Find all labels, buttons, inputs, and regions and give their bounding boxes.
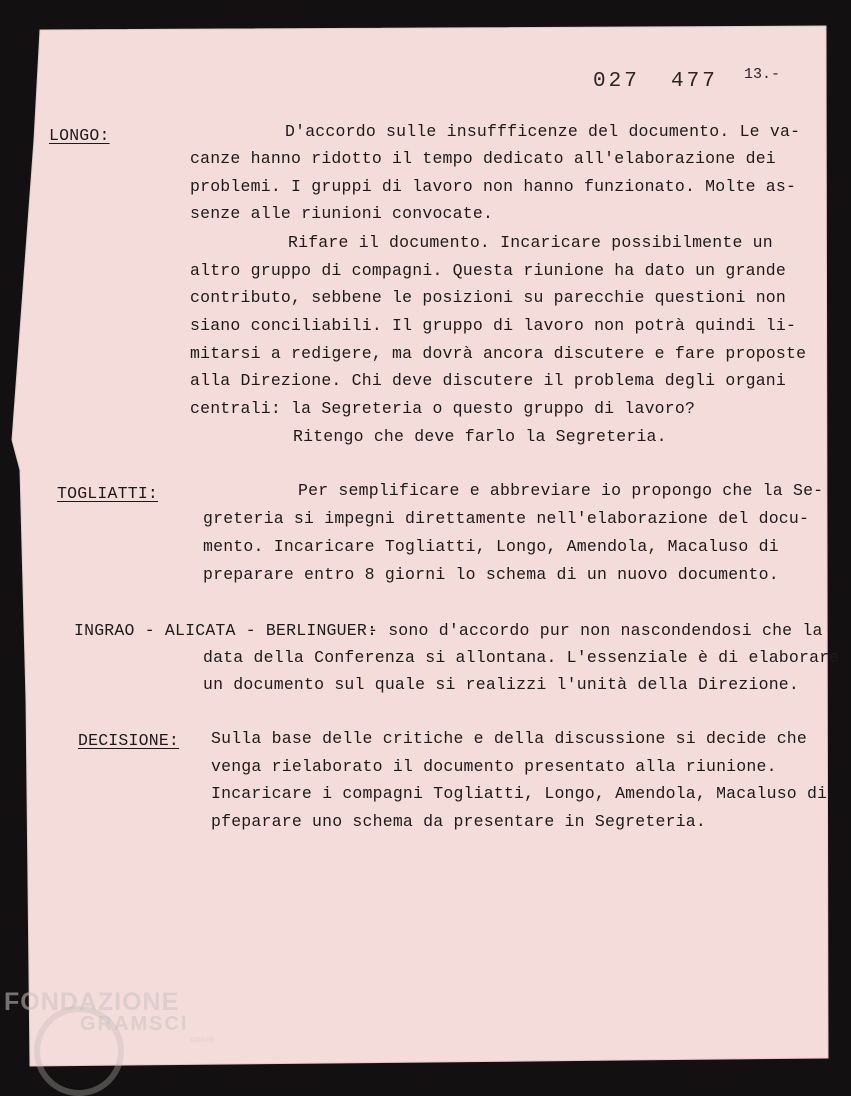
- text-line: un documento sul quale si realizzi l'unità della Direzione.: [203, 675, 799, 694]
- text-line: problemi. I gruppi di lavoro non hanno funzionato. Molte as-: [190, 177, 797, 196]
- document-number: 027 477: [593, 70, 718, 93]
- text-line: venga rielaborato il documento presentato alla riunione.: [211, 757, 777, 776]
- text-line: greteria si impegni direttamente nell'elaborazione del docu-: [203, 509, 810, 528]
- text-line: senze alle riunioni convocate.: [190, 204, 494, 223]
- speaker-longo: LONGO:: [49, 126, 110, 145]
- speaker-ingrao-alicata-berlinguer: INGRAO - ALICATA - BERLINGUER:: [74, 621, 378, 640]
- speaker-togliatti: TOGLIATTI:: [57, 484, 159, 503]
- watermark-line3: onlus: [190, 1034, 214, 1044]
- text-line: centrali: la Segreteria o questo gruppo di lavoro?: [190, 399, 696, 418]
- watermark-line1: FONDAZIONE: [4, 988, 180, 1016]
- text-line: Sulla base delle critiche e della discussione si decide che: [211, 729, 807, 748]
- text-line: altro gruppo di compagni. Questa riunione ha dato un grande: [190, 261, 786, 280]
- text-line: Rifare il documento. Incaricare possibilmente un: [288, 233, 773, 252]
- text-line: Per semplificare e abbreviare io propongo che la Se-: [298, 481, 824, 500]
- text-line: data della Conferenza si allontana. L'essenziale è di elaborare: [203, 648, 840, 667]
- text-line: Ritengo che deve farlo la Segreteria.: [293, 427, 667, 446]
- text-line: preparare entro 8 giorni lo schema di un nuovo documento.: [203, 565, 779, 584]
- text-line: mitarsi a redigere, ma dovrà ancora discutere e fare proposte: [190, 344, 807, 363]
- text-line: contributo, sebbene le posizioni su parecchie questioni non: [190, 288, 786, 307]
- page-number: 13.-: [744, 66, 781, 83]
- speaker-decisione: DECISIONE:: [78, 731, 180, 750]
- text-line: mento. Incaricare Togliatti, Longo, Amendola, Macaluso di: [203, 537, 779, 556]
- text-line: Incaricare i compagni Togliatti, Longo, Amendola, Macaluso di: [211, 784, 828, 803]
- text-line: pfeparare uno schema da presentare in Segreteria.: [211, 812, 706, 831]
- text-line: - sono d'accordo pur non nascondendosi che la: [368, 621, 823, 640]
- watermark-line2: GRAMSCI: [80, 1013, 189, 1035]
- text-line: D'accordo sulle insuffficenze del documento. Le va-: [285, 122, 801, 141]
- text-line: alla Direzione. Chi deve discutere il problema degli organi: [190, 371, 786, 390]
- text-line: canze hanno ridotto il tempo dedicato all'elaborazione dei: [190, 149, 776, 168]
- text-line: siano conciliabili. Il gruppo di lavoro non potrà quindi li-: [190, 316, 797, 335]
- watermark: [4, 988, 214, 1044]
